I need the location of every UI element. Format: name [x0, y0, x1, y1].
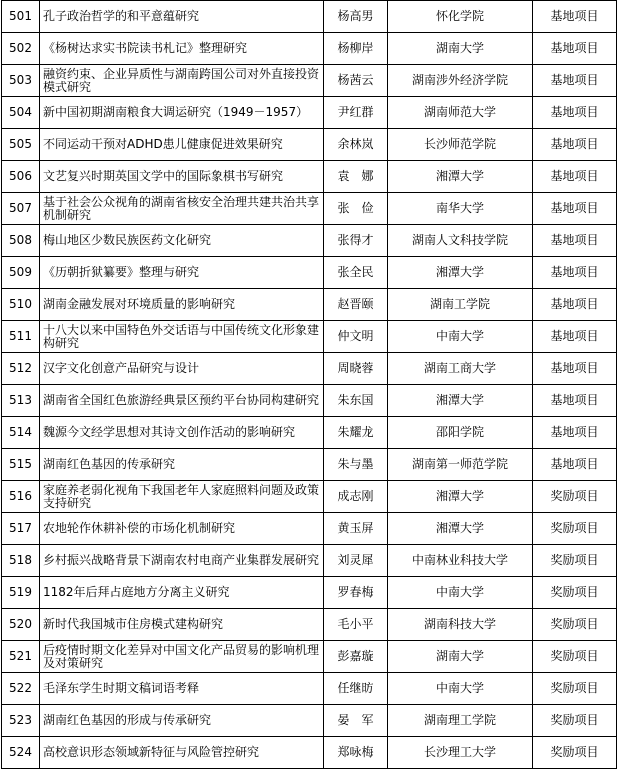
- institution-cell: 湖南大学: [388, 641, 533, 673]
- project-number-cell: 503: [2, 65, 40, 97]
- project-type-cell: 奖励项目: [533, 705, 617, 737]
- project-number-cell: 508: [2, 225, 40, 257]
- project-leader-cell: 朱耀龙: [324, 417, 388, 449]
- project-type-cell: 奖励项目: [533, 641, 617, 673]
- project-leader-cell: 尹红群: [324, 97, 388, 129]
- institution-cell: 湖南涉外经济学院: [388, 65, 533, 97]
- table-row: [2, 193, 617, 225]
- project-title-cell: 文艺复兴时期英国文学中的国际象棋书写研究: [40, 161, 324, 193]
- institution-cell: 湖南科技大学: [388, 609, 533, 641]
- project-type-cell: 基地项目: [533, 417, 617, 449]
- project-number-cell: 523: [2, 705, 40, 737]
- institution-cell: 湘潭大学: [388, 161, 533, 193]
- project-title-cell: 十八大以来中国特色外交话语与中国传统文化形象建构研究: [40, 321, 324, 353]
- project-type-cell: 基地项目: [533, 161, 617, 193]
- project-leader-cell: 朱与墨: [324, 449, 388, 481]
- project-type-cell: 奖励项目: [533, 577, 617, 609]
- table-row: [2, 33, 617, 65]
- project-type-cell: 基地项目: [533, 289, 617, 321]
- institution-cell: 湖南大学: [388, 33, 533, 65]
- institution-cell: 长沙师范学院: [388, 129, 533, 161]
- table-row: [2, 225, 617, 257]
- project-title-cell: 湖南红色基因的传承研究: [40, 449, 324, 481]
- project-title-cell: 湖南红色基因的形成与传承研究: [40, 705, 324, 737]
- project-leader-cell: 杨高男: [324, 1, 388, 33]
- institution-cell: 长沙理工大学: [388, 737, 533, 769]
- project-leader-cell: 杨柳岸: [324, 33, 388, 65]
- project-table: [1, 0, 617, 769]
- project-number-cell: 510: [2, 289, 40, 321]
- project-number-cell: 506: [2, 161, 40, 193]
- project-type-cell: 基地项目: [533, 65, 617, 97]
- project-title-cell: 孔子政治哲学的和平意蕴研究: [40, 1, 324, 33]
- project-title-cell: 家庭养老弱化视角下我国老年人家庭照料问题及政策支持研究: [40, 481, 324, 513]
- project-number-cell: 509: [2, 257, 40, 289]
- project-title-cell: 农地轮作休耕补偿的市场化机制研究: [40, 513, 324, 545]
- institution-cell: 湖南师范大学: [388, 97, 533, 129]
- table-row: [2, 609, 617, 641]
- project-title-cell: 融资约束、企业异质性与湖南跨国公司对外直接投资模式研究: [40, 65, 324, 97]
- project-leader-cell: 刘灵犀: [324, 545, 388, 577]
- institution-cell: 怀化学院: [388, 1, 533, 33]
- project-leader-cell: 郑咏梅: [324, 737, 388, 769]
- project-title-cell: 新中国初期湖南粮食大调运研究（1949－1957）: [40, 97, 324, 129]
- institution-cell: 湖南理工学院: [388, 705, 533, 737]
- institution-cell: 湘潭大学: [388, 481, 533, 513]
- table-row: [2, 129, 617, 161]
- project-title-cell: 新时代我国城市住房模式建构研究: [40, 609, 324, 641]
- project-type-cell: 奖励项目: [533, 673, 617, 705]
- project-table-body: [2, 1, 617, 769]
- institution-cell: 湘潭大学: [388, 513, 533, 545]
- project-number-cell: 521: [2, 641, 40, 673]
- project-number-cell: 504: [2, 97, 40, 129]
- project-leader-cell: 朱东国: [324, 385, 388, 417]
- project-number-cell: 522: [2, 673, 40, 705]
- project-number-cell: 501: [2, 1, 40, 33]
- table-row: [2, 481, 617, 513]
- institution-cell: 中南林业科技大学: [388, 545, 533, 577]
- institution-cell: 湖南第一师范学院: [388, 449, 533, 481]
- table-row: [2, 97, 617, 129]
- project-number-cell: 517: [2, 513, 40, 545]
- institution-cell: 中南大学: [388, 673, 533, 705]
- project-leader-cell: 赵晋颐: [324, 289, 388, 321]
- project-type-cell: 基地项目: [533, 449, 617, 481]
- institution-cell: 湘潭大学: [388, 257, 533, 289]
- project-title-cell: 基于社会公众视角的湖南省核安全治理共建共治共享机制研究: [40, 193, 324, 225]
- table-row: [2, 545, 617, 577]
- project-type-cell: 基地项目: [533, 353, 617, 385]
- table-row: [2, 641, 617, 673]
- project-title-cell: 汉字文化创意产品研究与设计: [40, 353, 324, 385]
- project-leader-cell: 杨茜云: [324, 65, 388, 97]
- project-number-cell: 513: [2, 385, 40, 417]
- table-row: [2, 577, 617, 609]
- project-type-cell: 基地项目: [533, 257, 617, 289]
- table-row: [2, 673, 617, 705]
- table-row: [2, 321, 617, 353]
- project-leader-cell: 罗春梅: [324, 577, 388, 609]
- project-type-cell: 基地项目: [533, 97, 617, 129]
- project-leader-cell: 袁 娜: [324, 161, 388, 193]
- project-number-cell: 514: [2, 417, 40, 449]
- institution-cell: 中南大学: [388, 321, 533, 353]
- project-leader-cell: 彭嘉璇: [324, 641, 388, 673]
- project-leader-cell: 毛小平: [324, 609, 388, 641]
- project-title-cell: 不同运动干预对ADHD患儿健康促进效果研究: [40, 129, 324, 161]
- project-leader-cell: 余林岚: [324, 129, 388, 161]
- project-type-cell: 奖励项目: [533, 481, 617, 513]
- project-number-cell: 512: [2, 353, 40, 385]
- project-leader-cell: 张得才: [324, 225, 388, 257]
- institution-cell: 湖南工商大学: [388, 353, 533, 385]
- project-type-cell: 基地项目: [533, 193, 617, 225]
- project-type-cell: 奖励项目: [533, 513, 617, 545]
- project-title-cell: 乡村振兴战略背景下湖南农村电商产业集群发展研究: [40, 545, 324, 577]
- table-row: [2, 417, 617, 449]
- project-type-cell: 基地项目: [533, 321, 617, 353]
- project-type-cell: 基地项目: [533, 129, 617, 161]
- project-title-cell: 高校意识形态领域新特征与风险管控研究: [40, 737, 324, 769]
- project-title-cell: 梅山地区少数民族医药文化研究: [40, 225, 324, 257]
- project-title-cell: 《历朝折狱纂要》整理与研究: [40, 257, 324, 289]
- project-leader-cell: 张 俭: [324, 193, 388, 225]
- table-row: [2, 289, 617, 321]
- table-row: [2, 513, 617, 545]
- project-leader-cell: 黄玉屏: [324, 513, 388, 545]
- project-title-cell: 毛泽东学生时期文稿词语考释: [40, 673, 324, 705]
- project-number-cell: 524: [2, 737, 40, 769]
- project-title-cell: 湖南省全国红色旅游经典景区预约平台协同构建研究: [40, 385, 324, 417]
- institution-cell: 南华大学: [388, 193, 533, 225]
- project-title-cell: 湖南金融发展对环境质量的影响研究: [40, 289, 324, 321]
- project-type-cell: 奖励项目: [533, 737, 617, 769]
- project-title-cell: 《杨树达求实书院读书札记》整理研究: [40, 33, 324, 65]
- table-row: [2, 257, 617, 289]
- project-number-cell: 507: [2, 193, 40, 225]
- table-row: [2, 737, 617, 769]
- project-leader-cell: 张全民: [324, 257, 388, 289]
- project-number-cell: 520: [2, 609, 40, 641]
- project-number-cell: 519: [2, 577, 40, 609]
- project-type-cell: 基地项目: [533, 33, 617, 65]
- project-number-cell: 511: [2, 321, 40, 353]
- institution-cell: 湖南工学院: [388, 289, 533, 321]
- institution-cell: 湘潭大学: [388, 385, 533, 417]
- institution-cell: 中南大学: [388, 577, 533, 609]
- project-title-cell: 后疫情时期文化差异对中国文化产品贸易的影响机理及对策研究: [40, 641, 324, 673]
- project-title-cell: 1182年后拜占庭地方分离主义研究: [40, 577, 324, 609]
- project-title-cell: 魏源今文经学思想对其诗文创作活动的影响研究: [40, 417, 324, 449]
- project-leader-cell: 晏 军: [324, 705, 388, 737]
- table-row: [2, 161, 617, 193]
- project-leader-cell: 仲文明: [324, 321, 388, 353]
- project-leader-cell: 周晓蓉: [324, 353, 388, 385]
- project-number-cell: 502: [2, 33, 40, 65]
- project-type-cell: 基地项目: [533, 1, 617, 33]
- table-row: [2, 1, 617, 33]
- project-number-cell: 516: [2, 481, 40, 513]
- project-number-cell: 515: [2, 449, 40, 481]
- project-type-cell: 基地项目: [533, 385, 617, 417]
- project-type-cell: 基地项目: [533, 225, 617, 257]
- project-type-cell: 奖励项目: [533, 545, 617, 577]
- table-row: [2, 705, 617, 737]
- project-type-cell: 奖励项目: [533, 609, 617, 641]
- project-number-cell: 505: [2, 129, 40, 161]
- table-row: [2, 385, 617, 417]
- table-row: [2, 65, 617, 97]
- project-leader-cell: 任继昉: [324, 673, 388, 705]
- project-leader-cell: 成志刚: [324, 481, 388, 513]
- institution-cell: 湖南人文科技学院: [388, 225, 533, 257]
- table-row: [2, 353, 617, 385]
- table-row: [2, 449, 617, 481]
- institution-cell: 邵阳学院: [388, 417, 533, 449]
- project-number-cell: 518: [2, 545, 40, 577]
